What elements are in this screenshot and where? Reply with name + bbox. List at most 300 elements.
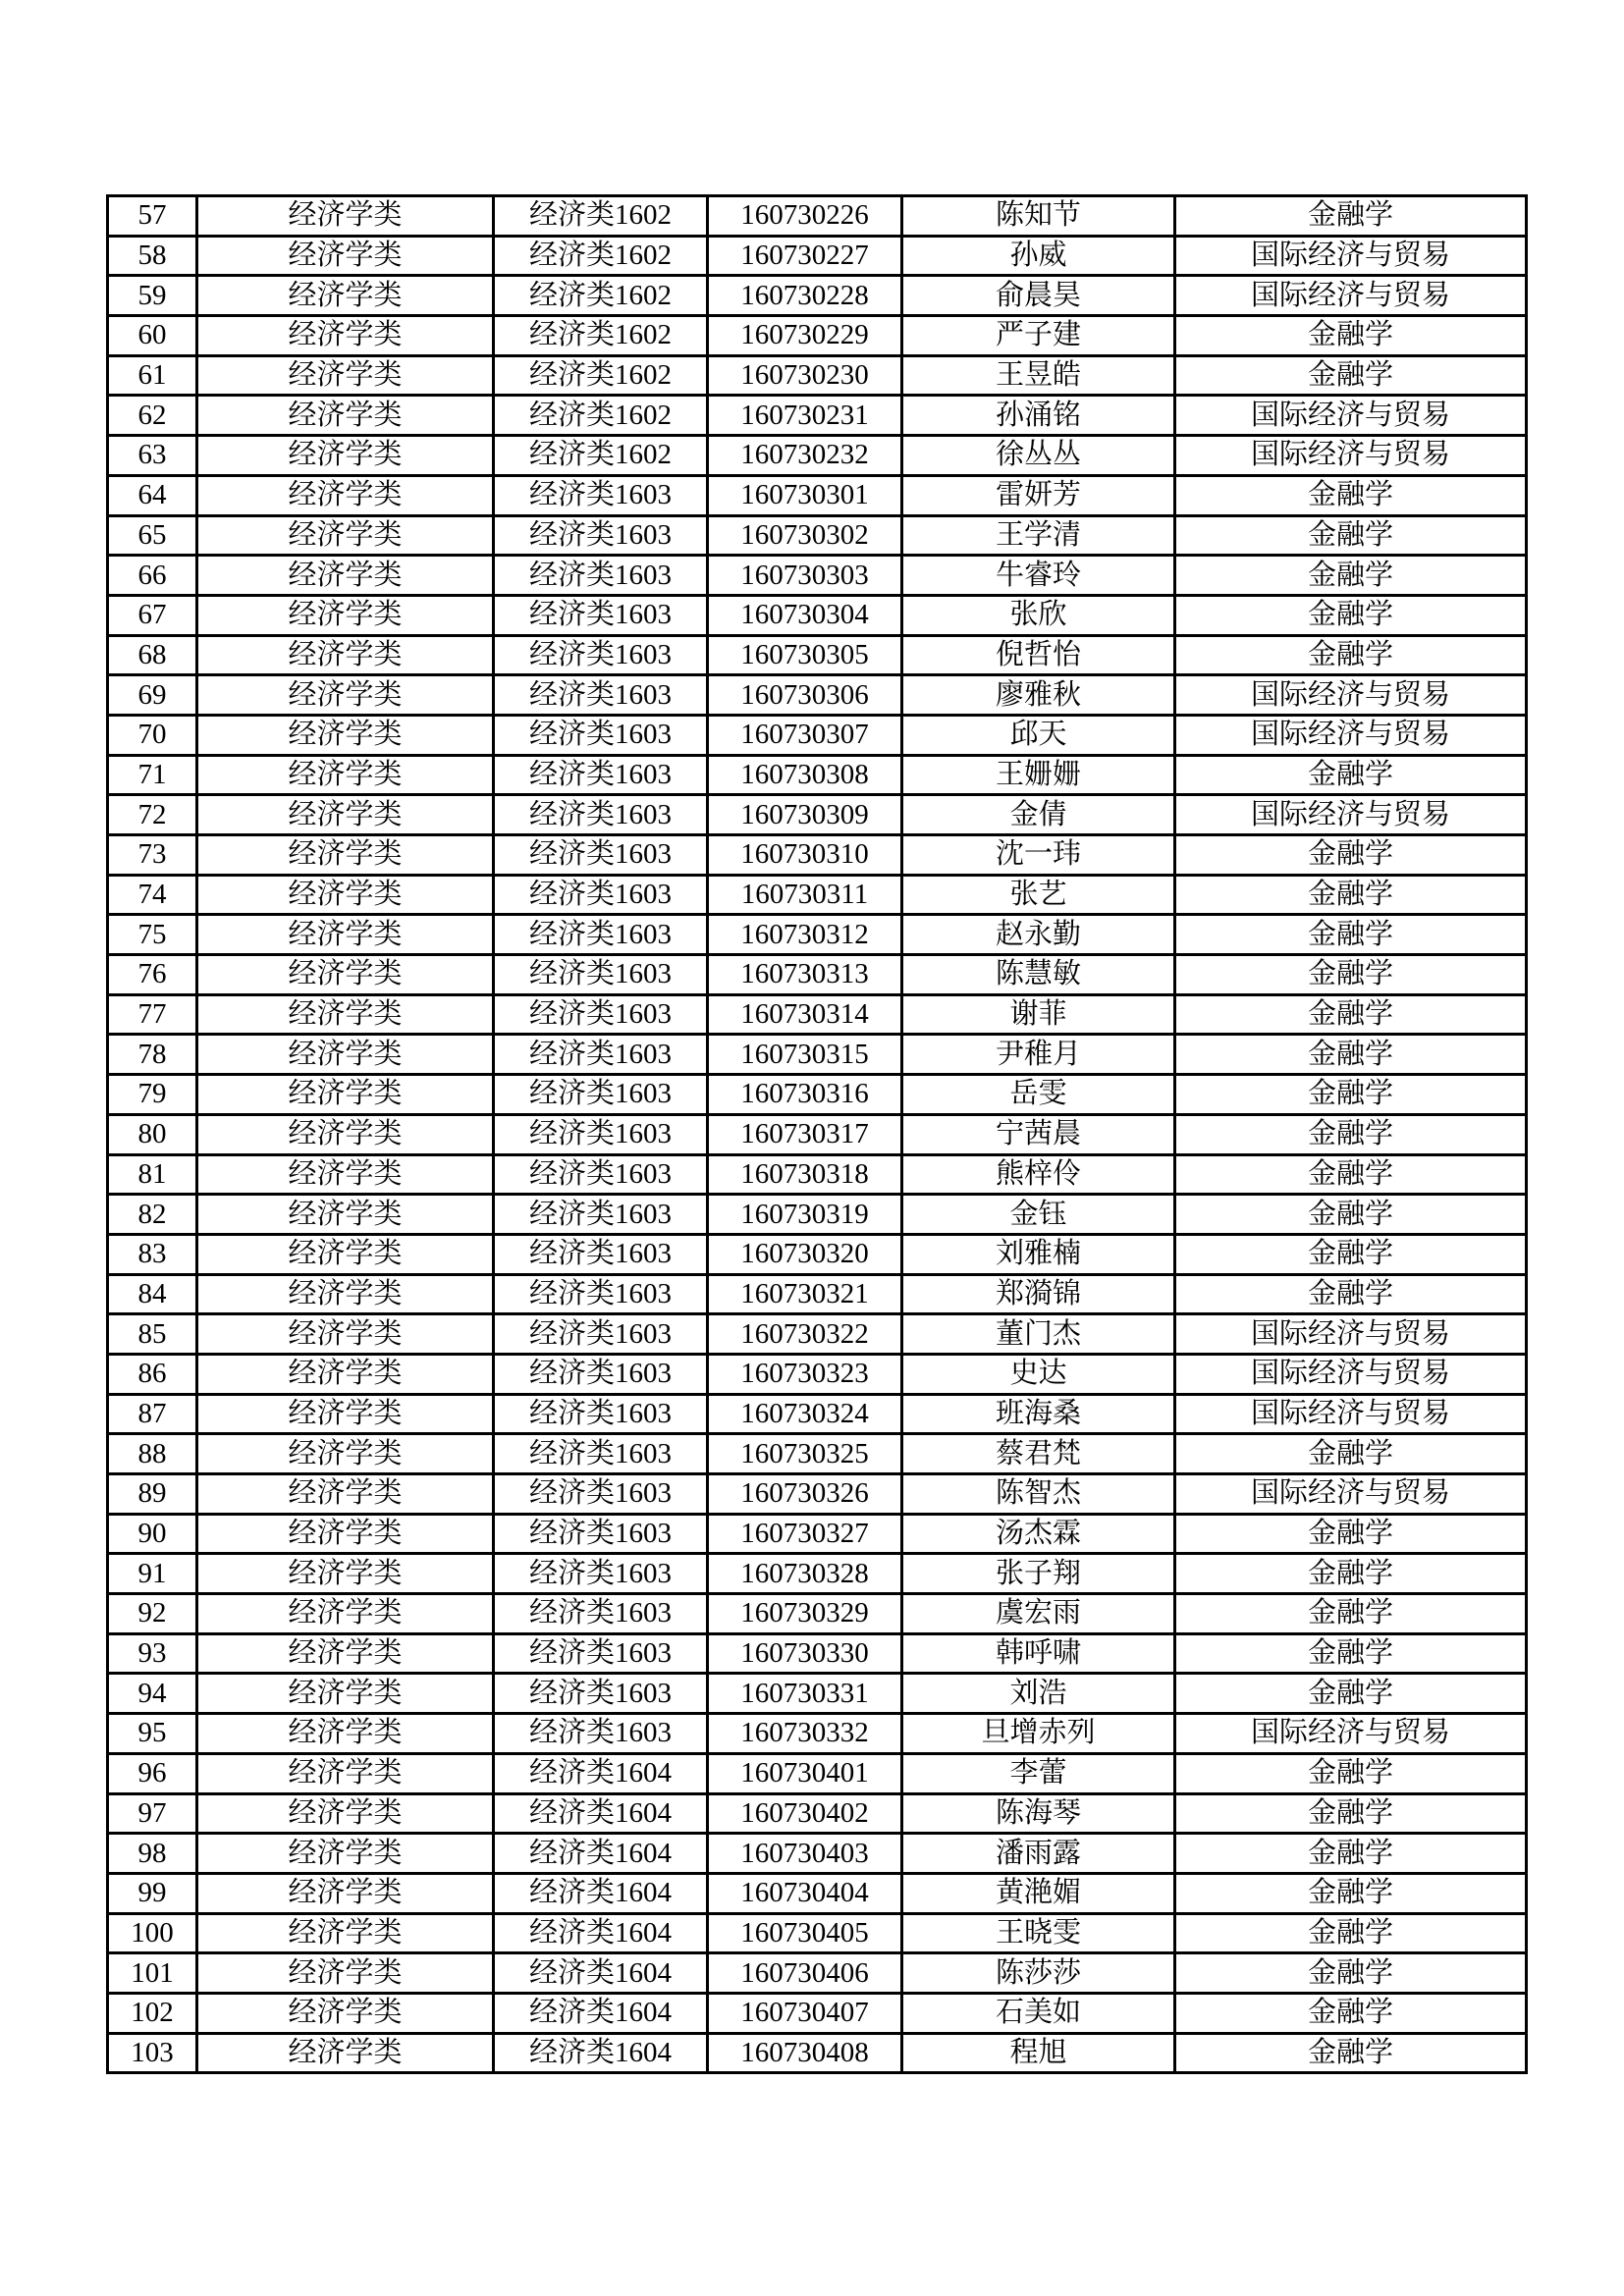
class-cell: 经济类1603 [494,1674,708,1714]
table-row [108,1195,1527,1235]
major-cell: 金融学 [1175,1154,1527,1195]
class-cell: 经济类1603 [494,1314,708,1355]
table-row [108,1554,1527,1594]
student-id-cell: 160730304 [708,595,902,635]
student-id-cell: 160730229 [708,316,902,356]
table-row [108,635,1527,675]
student-id-cell: 160730405 [708,1913,902,1953]
category-cell: 经济学类 [197,1594,494,1634]
row-number-cell: 91 [108,1554,197,1594]
category-cell: 经济学类 [197,1953,494,1994]
class-cell: 经济类1603 [494,515,708,556]
category-cell: 经济学类 [197,236,494,276]
table-row [108,1434,1527,1474]
student-id-cell: 160730309 [708,795,902,835]
class-cell: 经济类1603 [494,475,708,515]
major-cell: 金融学 [1175,1434,1527,1474]
major-cell: 国际经济与贸易 [1175,396,1527,436]
student-name-cell: 程旭 [902,2033,1175,2073]
table-row [108,1075,1527,1115]
student-name-cell: 金钰 [902,1195,1175,1235]
student-id-cell: 160730227 [708,236,902,276]
student-name-cell: 廖雅秋 [902,675,1175,716]
class-cell: 经济类1604 [494,1834,708,1874]
student-id-cell: 160730230 [708,355,902,396]
row-number-cell: 77 [108,994,197,1035]
class-cell: 经济类1603 [494,915,708,955]
row-number-cell: 58 [108,236,197,276]
row-number-cell: 69 [108,675,197,716]
student-id-cell: 160730232 [708,436,902,476]
table-row [108,1474,1527,1515]
category-cell: 经济学类 [197,196,494,237]
student-name-cell: 张艺 [902,875,1175,915]
class-cell: 经济类1603 [494,835,708,876]
category-cell: 经济学类 [197,994,494,1035]
row-number-cell: 64 [108,475,197,515]
major-cell: 金融学 [1175,316,1527,356]
class-cell: 经济类1603 [494,1474,708,1515]
major-cell: 金融学 [1175,875,1527,915]
student-name-cell: 黄滟媚 [902,1873,1175,1913]
student-id-cell: 160730402 [708,1793,902,1834]
major-cell: 金融学 [1175,1753,1527,1793]
table-row [108,1314,1527,1355]
category-cell: 经济学类 [197,1394,494,1434]
student-roster-table [106,194,1528,2074]
row-number-cell: 100 [108,1913,197,1953]
table-row [108,316,1527,356]
table-row [108,755,1527,795]
major-cell: 金融学 [1175,1075,1527,1115]
major-cell: 金融学 [1175,1633,1527,1674]
table-row [108,556,1527,596]
student-name-cell: 金倩 [902,795,1175,835]
student-name-cell: 张欣 [902,595,1175,635]
class-cell: 经济类1603 [494,1274,708,1314]
student-id-cell: 160730301 [708,475,902,515]
table-row [108,715,1527,755]
row-number-cell: 63 [108,436,197,476]
major-cell: 国际经济与贸易 [1175,1474,1527,1515]
category-cell: 经济学类 [197,515,494,556]
class-cell: 经济类1603 [494,1434,708,1474]
row-number-cell: 88 [108,1434,197,1474]
student-id-cell: 160730404 [708,1873,902,1913]
student-id-cell: 160730317 [708,1114,902,1154]
table-row [108,1793,1527,1834]
category-cell: 经济学类 [197,835,494,876]
student-id-cell: 160730226 [708,196,902,237]
student-name-cell: 旦增赤列 [902,1714,1175,1754]
row-number-cell: 85 [108,1314,197,1355]
row-number-cell: 72 [108,795,197,835]
class-cell: 经济类1604 [494,1993,708,2033]
row-number-cell: 67 [108,595,197,635]
row-number-cell: 73 [108,835,197,876]
class-cell: 经济类1603 [494,1594,708,1634]
student-id-cell: 160730305 [708,635,902,675]
student-id-cell: 160730320 [708,1234,902,1274]
row-number-cell: 98 [108,1834,197,1874]
student-name-cell: 蔡君梵 [902,1434,1175,1474]
class-cell: 经济类1604 [494,1793,708,1834]
student-id-cell: 160730319 [708,1195,902,1235]
class-cell: 经济类1603 [494,955,708,995]
class-cell: 经济类1603 [494,875,708,915]
table-row [108,1834,1527,1874]
major-cell: 国际经济与贸易 [1175,1314,1527,1355]
student-id-cell: 160730329 [708,1594,902,1634]
category-cell: 经济学类 [197,396,494,436]
category-cell: 经济学类 [197,1474,494,1515]
table-row [108,1714,1527,1754]
major-cell: 金融学 [1175,1913,1527,1953]
row-number-cell: 74 [108,875,197,915]
row-number-cell: 71 [108,755,197,795]
class-cell: 经济类1604 [494,1753,708,1793]
class-cell: 经济类1602 [494,316,708,356]
table-row [108,1274,1527,1314]
class-cell: 经济类1602 [494,396,708,436]
student-name-cell: 雷妍芳 [902,475,1175,515]
row-number-cell: 99 [108,1873,197,1913]
student-name-cell: 陈莎莎 [902,1953,1175,1994]
major-cell: 金融学 [1175,755,1527,795]
category-cell: 经济学类 [197,355,494,396]
student-id-cell: 160730330 [708,1633,902,1674]
table-row [108,1913,1527,1953]
class-cell: 经济类1604 [494,1873,708,1913]
student-id-cell: 160730406 [708,1953,902,1994]
class-cell: 经济类1602 [494,276,708,316]
category-cell: 经济学类 [197,1993,494,2033]
row-number-cell: 96 [108,1753,197,1793]
major-cell: 金融学 [1175,1114,1527,1154]
major-cell: 金融学 [1175,1674,1527,1714]
table-row [108,1035,1527,1075]
student-name-cell: 王昱皓 [902,355,1175,396]
major-cell: 国际经济与贸易 [1175,1354,1527,1394]
row-number-cell: 93 [108,1633,197,1674]
student-id-cell: 160730403 [708,1834,902,1874]
category-cell: 经济学类 [197,795,494,835]
student-id-cell: 160730228 [708,276,902,316]
table-row [108,1993,1527,2033]
student-name-cell: 谢菲 [902,994,1175,1035]
category-cell: 经济学类 [197,875,494,915]
student-name-cell: 董门杰 [902,1314,1175,1355]
student-id-cell: 160730321 [708,1274,902,1314]
student-id-cell: 160730303 [708,556,902,596]
category-cell: 经济学类 [197,1714,494,1754]
row-number-cell: 95 [108,1714,197,1754]
category-cell: 经济学类 [197,1314,494,1355]
class-cell: 经济类1602 [494,196,708,237]
student-id-cell: 160730316 [708,1075,902,1115]
row-number-cell: 70 [108,715,197,755]
student-name-cell: 郑漪锦 [902,1274,1175,1314]
student-id-cell: 160730311 [708,875,902,915]
category-cell: 经济学类 [197,755,494,795]
category-cell: 经济学类 [197,1913,494,1953]
student-name-cell: 史达 [902,1354,1175,1394]
student-name-cell: 张子翔 [902,1554,1175,1594]
table-row [108,915,1527,955]
student-name-cell: 宁茜晨 [902,1114,1175,1154]
row-number-cell: 97 [108,1793,197,1834]
category-cell: 经济学类 [197,955,494,995]
student-id-cell: 160730314 [708,994,902,1035]
major-cell: 金融学 [1175,1793,1527,1834]
student-name-cell: 刘雅楠 [902,1234,1175,1274]
table-row [108,1633,1527,1674]
row-number-cell: 79 [108,1075,197,1115]
class-cell: 经济类1603 [494,755,708,795]
class-cell: 经济类1603 [494,1354,708,1394]
table-row [108,2033,1527,2073]
major-cell: 金融学 [1175,1594,1527,1634]
major-cell: 金融学 [1175,1953,1527,1994]
row-number-cell: 61 [108,355,197,396]
table-row [108,475,1527,515]
student-name-cell: 徐丛丛 [902,436,1175,476]
major-cell: 金融学 [1175,1554,1527,1594]
class-cell: 经济类1603 [494,1514,708,1554]
major-cell: 国际经济与贸易 [1175,675,1527,716]
category-cell: 经济学类 [197,1234,494,1274]
category-cell: 经济学类 [197,715,494,755]
category-cell: 经济学类 [197,1354,494,1394]
student-name-cell: 王姗姗 [902,755,1175,795]
student-name-cell: 李蕾 [902,1753,1175,1793]
student-id-cell: 160730318 [708,1154,902,1195]
category-cell: 经济学类 [197,475,494,515]
student-id-cell: 160730327 [708,1514,902,1554]
category-cell: 经济学类 [197,1753,494,1793]
category-cell: 经济学类 [197,1873,494,1913]
class-cell: 经济类1604 [494,2033,708,2073]
student-name-cell: 陈慧敏 [902,955,1175,995]
table-row [108,994,1527,1035]
student-name-cell: 邱天 [902,715,1175,755]
student-id-cell: 160730324 [708,1394,902,1434]
class-cell: 经济类1604 [494,1913,708,1953]
row-number-cell: 81 [108,1154,197,1195]
student-id-cell: 160730312 [708,915,902,955]
major-cell: 金融学 [1175,515,1527,556]
student-name-cell: 陈智杰 [902,1474,1175,1515]
major-cell: 金融学 [1175,835,1527,876]
category-cell: 经济学类 [197,2033,494,2073]
row-number-cell: 59 [108,276,197,316]
category-cell: 经济学类 [197,1674,494,1714]
roster-table-body [108,196,1527,2073]
student-id-cell: 160730401 [708,1753,902,1793]
row-number-cell: 60 [108,316,197,356]
major-cell: 金融学 [1175,1274,1527,1314]
category-cell: 经济学类 [197,1554,494,1594]
category-cell: 经济学类 [197,1434,494,1474]
table-row [108,355,1527,396]
major-cell: 金融学 [1175,196,1527,237]
student-id-cell: 160730407 [708,1993,902,2033]
class-cell: 经济类1603 [494,675,708,716]
row-number-cell: 89 [108,1474,197,1515]
row-number-cell: 80 [108,1114,197,1154]
row-number-cell: 83 [108,1234,197,1274]
row-number-cell: 92 [108,1594,197,1634]
major-cell: 金融学 [1175,1873,1527,1913]
category-cell: 经济学类 [197,915,494,955]
class-cell: 经济类1603 [494,1075,708,1115]
student-name-cell: 倪哲怡 [902,635,1175,675]
major-cell: 金融学 [1175,355,1527,396]
category-cell: 经济学类 [197,1274,494,1314]
class-cell: 经济类1603 [494,1195,708,1235]
class-cell: 经济类1603 [494,1394,708,1434]
table-row [108,955,1527,995]
row-number-cell: 101 [108,1953,197,1994]
student-name-cell: 王晓雯 [902,1913,1175,1953]
category-cell: 经济学类 [197,556,494,596]
category-cell: 经济学类 [197,1114,494,1154]
student-name-cell: 岳雯 [902,1075,1175,1115]
table-row [108,835,1527,876]
table-row [108,1873,1527,1913]
student-name-cell: 石美如 [902,1993,1175,2033]
row-number-cell: 62 [108,396,197,436]
class-cell: 经济类1603 [494,595,708,635]
class-cell: 经济类1603 [494,715,708,755]
student-id-cell: 160730328 [708,1554,902,1594]
row-number-cell: 103 [108,2033,197,2073]
category-cell: 经济学类 [197,1633,494,1674]
class-cell: 经济类1603 [494,1554,708,1594]
category-cell: 经济学类 [197,1793,494,1834]
student-name-cell: 孙威 [902,236,1175,276]
table-row [108,436,1527,476]
row-number-cell: 78 [108,1035,197,1075]
table-row [108,1234,1527,1274]
major-cell: 国际经济与贸易 [1175,276,1527,316]
row-number-cell: 102 [108,1993,197,2033]
category-cell: 经济学类 [197,1195,494,1235]
student-name-cell: 熊梓伶 [902,1154,1175,1195]
student-id-cell: 160730313 [708,955,902,995]
major-cell: 金融学 [1175,955,1527,995]
category-cell: 经济学类 [197,1035,494,1075]
table-row [108,396,1527,436]
table-row [108,595,1527,635]
student-id-cell: 160730307 [708,715,902,755]
table-row [108,276,1527,316]
row-number-cell: 76 [108,955,197,995]
student-name-cell: 赵永勤 [902,915,1175,955]
major-cell: 金融学 [1175,475,1527,515]
student-name-cell: 潘雨露 [902,1834,1175,1874]
student-name-cell: 沈一玮 [902,835,1175,876]
row-number-cell: 66 [108,556,197,596]
table-row [108,875,1527,915]
class-cell: 经济类1602 [494,355,708,396]
table-row [108,1114,1527,1154]
major-cell: 金融学 [1175,595,1527,635]
major-cell: 金融学 [1175,635,1527,675]
category-cell: 经济学类 [197,316,494,356]
class-cell: 经济类1603 [494,635,708,675]
student-name-cell: 班海桑 [902,1394,1175,1434]
row-number-cell: 68 [108,635,197,675]
major-cell: 金融学 [1175,1195,1527,1235]
student-id-cell: 160730322 [708,1314,902,1355]
category-cell: 经济学类 [197,436,494,476]
table-row [108,1394,1527,1434]
category-cell: 经济学类 [197,635,494,675]
student-id-cell: 160730408 [708,2033,902,2073]
class-cell: 经济类1603 [494,1035,708,1075]
major-cell: 金融学 [1175,2033,1527,2073]
student-id-cell: 160730302 [708,515,902,556]
category-cell: 经济学类 [197,675,494,716]
student-name-cell: 汤杰霖 [902,1514,1175,1554]
student-name-cell: 俞晨昊 [902,276,1175,316]
row-number-cell: 90 [108,1514,197,1554]
row-number-cell: 75 [108,915,197,955]
class-cell: 经济类1603 [494,1714,708,1754]
major-cell: 国际经济与贸易 [1175,236,1527,276]
table-row [108,1154,1527,1195]
student-name-cell: 刘浩 [902,1674,1175,1714]
table-row [108,1594,1527,1634]
category-cell: 经济学类 [197,1514,494,1554]
student-id-cell: 160730325 [708,1434,902,1474]
table-row [108,515,1527,556]
major-cell: 金融学 [1175,1035,1527,1075]
student-name-cell: 王学清 [902,515,1175,556]
student-name-cell: 虞宏雨 [902,1594,1175,1634]
student-id-cell: 160730308 [708,755,902,795]
row-number-cell: 84 [108,1274,197,1314]
major-cell: 金融学 [1175,1993,1527,2033]
student-name-cell: 严子建 [902,316,1175,356]
class-cell: 经济类1603 [494,1154,708,1195]
table-row [108,236,1527,276]
major-cell: 金融学 [1175,1234,1527,1274]
table-row [108,1514,1527,1554]
class-cell: 经济类1602 [494,236,708,276]
major-cell: 金融学 [1175,994,1527,1035]
student-id-cell: 160730315 [708,1035,902,1075]
student-name-cell: 尹稚月 [902,1035,1175,1075]
student-name-cell: 牛睿玲 [902,556,1175,596]
major-cell: 国际经济与贸易 [1175,1394,1527,1434]
student-id-cell: 160730326 [708,1474,902,1515]
student-name-cell: 陈知节 [902,196,1175,237]
table-row [108,675,1527,716]
row-number-cell: 82 [108,1195,197,1235]
major-cell: 金融学 [1175,1514,1527,1554]
table-row [108,1674,1527,1714]
major-cell: 金融学 [1175,556,1527,596]
student-id-cell: 160730332 [708,1714,902,1754]
table-row [108,196,1527,237]
class-cell: 经济类1604 [494,1953,708,1994]
row-number-cell: 65 [108,515,197,556]
student-name-cell: 韩呼啸 [902,1633,1175,1674]
student-name-cell: 孙涌铭 [902,396,1175,436]
class-cell: 经济类1603 [494,1633,708,1674]
